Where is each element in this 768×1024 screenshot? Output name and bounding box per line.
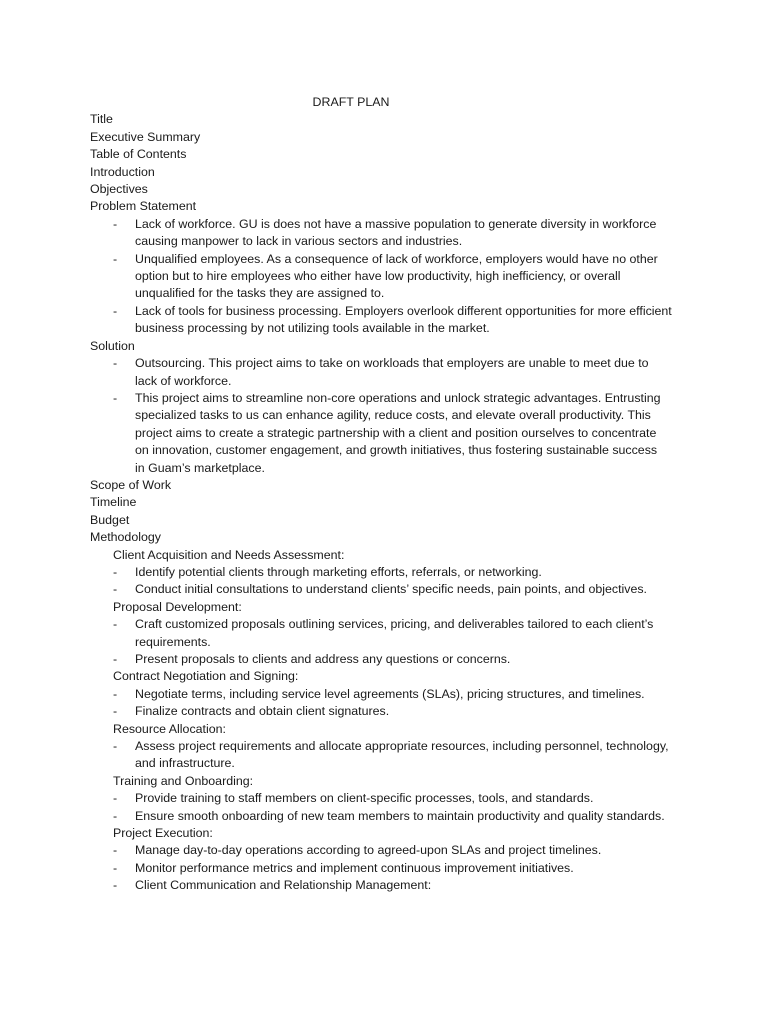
list-item	[90, 651, 675, 668]
project-execution-list	[90, 842, 690, 894]
list-item	[90, 564, 675, 581]
subheading-contract-negotiation: Contract Negotiation and Signing:	[113, 669, 299, 684]
bullet-marker: -	[113, 216, 118, 231]
bullet-marker: -	[113, 652, 118, 666]
list-item-text: This project aims to streamline non-core operations and unlock strategic advantages. Entrusting specialized tasks to us can enhance agility, reduce costs, and elevate overall productivity. This project aims to create a strategic partnership with a client and position ourselves to concentrate on innovation, customer engagement, and growth initiatives, thus fostering sustainable success in Guam’s marketplace.	[135, 390, 661, 475]
bullet-marker: -	[113, 251, 118, 266]
bullet-marker: -	[113, 739, 118, 754]
heading-table-of-contents: Table of Contents	[90, 147, 187, 162]
list-item	[90, 216, 675, 251]
heading-solution: Solution	[90, 338, 135, 353]
bullet-marker: -	[113, 390, 118, 405]
list-item-text: Craft customized proposals outlining services, pricing, and deliverables tailored to each client’s requirements.	[135, 617, 654, 649]
solution-list	[90, 355, 690, 477]
heading-title: Title	[90, 112, 113, 127]
list-item-text: Lack of workforce. GU is does not have a massive population to generate diversity in workforce causing manpower to lack in various sectors and industries.	[135, 216, 657, 249]
heading-methodology: Methodology	[90, 530, 161, 545]
list-item	[90, 686, 675, 703]
list-item	[90, 738, 675, 773]
list-item-text: Present proposals to clients and address any questions or concerns.	[135, 652, 511, 666]
subheading-proposal-development: Proposal Development:	[113, 599, 242, 614]
list-item	[90, 808, 675, 825]
list-item-text: Identify potential clients through marketing efforts, referrals, or networking.	[135, 564, 542, 579]
heading-budget: Budget	[90, 512, 130, 527]
client-acquisition-list	[90, 564, 690, 599]
bullet-marker: -	[113, 860, 118, 875]
subheading-project-execution: Project Execution:	[113, 826, 213, 841]
bullet-marker: -	[113, 791, 118, 806]
list-item-text: Outsourcing. This project aims to take on workloads that employers are unable to meet due to lack of workforce.	[135, 356, 649, 388]
bullet-marker: -	[113, 564, 118, 579]
list-item	[90, 355, 670, 390]
list-item	[90, 581, 675, 598]
list-item-text: Unqualified employees. As a consequence of lack of workforce, employers would have no other option but to hire employees who either have low productivity, high inefficiency, or overall unqualified for the tasks they are assigned to.	[135, 251, 658, 301]
heading-executive-summary: Executive Summary	[90, 129, 201, 144]
bullet-marker: -	[113, 303, 118, 318]
list-item-text: Monitor performance metrics and implement continuous improvement initiatives.	[135, 860, 574, 875]
list-item-text: Manage day-to-day operations according to agreed-upon SLAs and project timelines.	[135, 843, 602, 858]
list-item-text: Assess project requirements and allocate appropriate resources, including personnel, technology, and infrastructure.	[135, 739, 669, 771]
bullet-marker: -	[113, 617, 118, 632]
list-item-text: Negotiate terms, including service level agreements (SLAs), pricing structures, and timelines.	[135, 686, 645, 701]
problem-statement-list	[90, 216, 690, 338]
proposal-development-list	[90, 616, 690, 668]
heading-introduction: Introduction	[90, 164, 155, 179]
document-title: DRAFT PLAN	[312, 95, 390, 109]
resource-allocation-list	[90, 738, 690, 773]
document-body	[90, 94, 690, 895]
bullet-marker: -	[113, 704, 118, 719]
contract-negotiation-list	[90, 686, 690, 721]
list-item	[90, 790, 675, 807]
list-item	[90, 390, 670, 477]
list-item	[90, 842, 675, 859]
list-item-text: Provide training to staff members on client-specific processes, tools, and standards.	[135, 791, 594, 806]
bullet-marker: -	[113, 582, 118, 597]
list-item-text: Ensure smooth onboarding of new team members to maintain productivity and quality standards.	[135, 808, 665, 823]
heading-problem-statement: Problem Statement	[90, 199, 197, 214]
heading-scope-of-work: Scope of Work	[90, 477, 172, 492]
list-item	[90, 703, 675, 720]
list-item	[90, 616, 675, 651]
list-item-text: Finalize contracts and obtain client signatures.	[135, 704, 390, 719]
training-onboarding-list	[90, 790, 690, 825]
bullet-marker: -	[113, 878, 118, 893]
bullet-marker: -	[113, 686, 118, 701]
bullet-marker: -	[113, 808, 118, 823]
heading-objectives: Objectives	[90, 182, 148, 197]
bullet-marker: -	[113, 843, 118, 858]
list-item	[90, 860, 675, 877]
list-item-text: Client Communication and Relationship Management:	[135, 878, 432, 893]
subheading-client-acquisition: Client Acquisition and Needs Assessment:	[113, 547, 345, 562]
subheading-training-onboarding: Training and Onboarding:	[113, 773, 254, 788]
list-item-text: Lack of tools for business processing. Employers overlook different opportunities for more efficient business processing by not utilizing tools available in the market.	[135, 303, 672, 336]
bullet-marker: -	[113, 356, 118, 371]
list-item	[90, 303, 675, 338]
list-item	[90, 251, 675, 303]
heading-timeline: Timeline	[90, 495, 137, 510]
list-item	[90, 877, 675, 894]
subheading-resource-allocation: Resource Allocation:	[113, 721, 226, 736]
list-item-text: Conduct initial consultations to understand clients’ specific needs, pain points, and objectives.	[135, 582, 647, 597]
